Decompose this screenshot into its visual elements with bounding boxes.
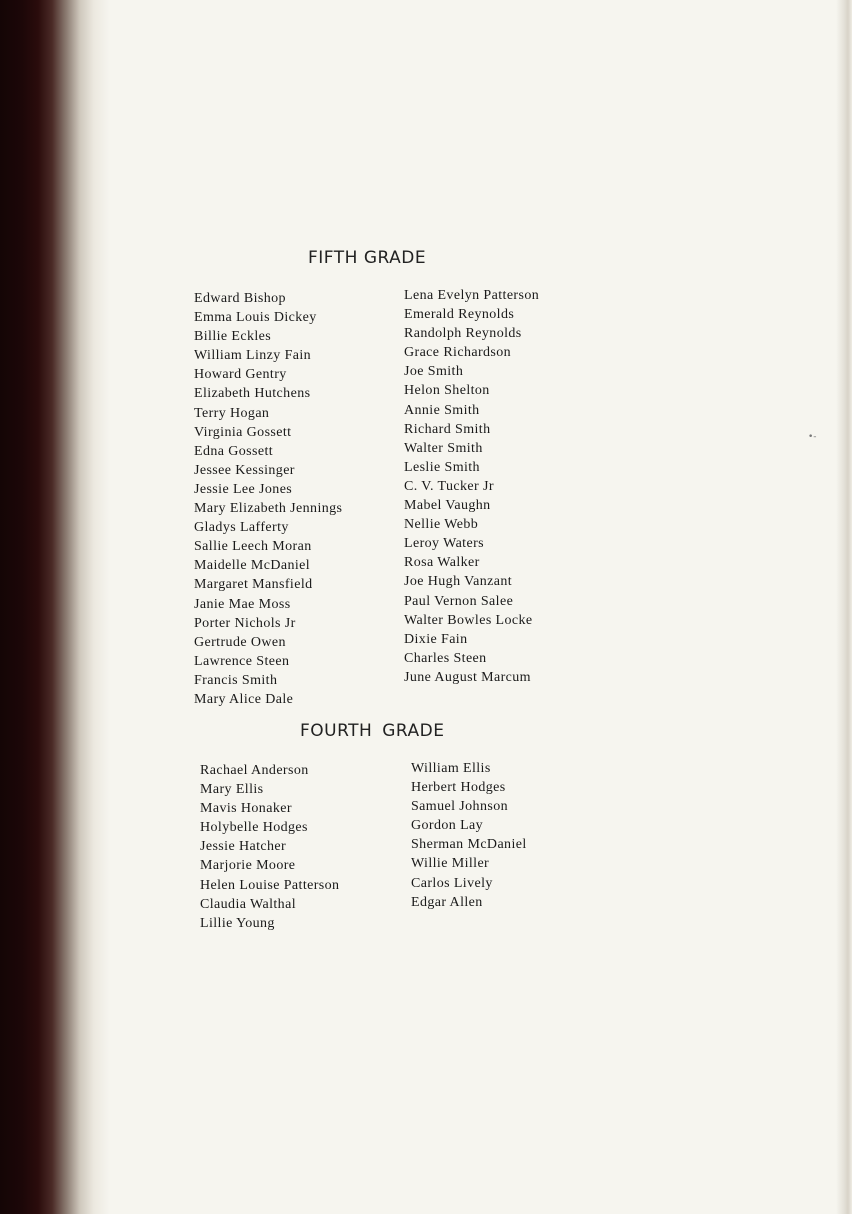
student-name: Dixie Fain [404, 631, 468, 647]
student-name: Mary Ellis [200, 782, 264, 798]
student-name: Mavis Honaker [200, 801, 292, 817]
student-name: Gordon Lay [411, 818, 484, 834]
student-name: Charles Steen [404, 650, 487, 666]
student-name: Terry Hogan [194, 405, 270, 421]
student-name: Jessie Hatcher [200, 839, 287, 855]
student-name: Lawrence Steen [194, 653, 290, 669]
student-name: Samuel Johnson [411, 799, 508, 815]
student-name: Margaret Mansfield [194, 577, 313, 593]
student-name: Claudia Walthal [200, 896, 296, 912]
student-name: Porter Nichols Jr [194, 615, 296, 631]
paper-speck: •- [808, 432, 817, 442]
student-name: Annie Smith [404, 402, 480, 418]
student-name: Helen Louise Patterson [200, 877, 340, 893]
student-name: Jessee Kessinger [194, 462, 295, 478]
student-name: Gertrude Owen [194, 634, 286, 650]
fifth-grade-left-column [194, 289, 342, 709]
student-name: Helon Shelton [404, 383, 490, 399]
student-name: Rachael Anderson [200, 763, 309, 778]
fourth-grade-heading: FOURTH GRADE [300, 721, 445, 741]
student-name: Edna Gossett [194, 443, 274, 459]
fourth-grade-left-column [200, 761, 339, 933]
student-name: Leroy Waters [404, 536, 484, 552]
page-edge [836, 0, 852, 1214]
student-name: Mary Alice Dale [194, 691, 294, 707]
student-name: Lillie Young [200, 915, 275, 931]
student-name: Francis Smith [194, 672, 278, 688]
fourth-grade-right-column [411, 759, 527, 912]
student-name: C. V. Tucker Jr [404, 478, 494, 494]
student-name: Walter Bowles Locke [404, 612, 533, 628]
student-name: Jessie Lee Jones [194, 481, 293, 497]
student-name: Virginia Gossett [194, 424, 292, 440]
student-name: Nellie Webb [404, 517, 479, 533]
student-name: Elizabeth Hutchens [194, 386, 311, 402]
fifth-grade-heading: FIFTH GRADE [308, 248, 427, 268]
student-name: Maidelle McDaniel [194, 558, 311, 574]
student-name: Carlos Lively [411, 875, 493, 891]
student-name: Lena Evelyn Patterson [404, 288, 540, 303]
student-name: Gladys Lafferty [194, 520, 289, 536]
student-name: Janie Mae Moss [194, 596, 291, 612]
student-name: June August Marcum [404, 669, 531, 685]
student-name: Richard Smith [404, 421, 491, 437]
student-name: Edgar Allen [411, 894, 483, 910]
book-binding-shadow [0, 0, 110, 1214]
student-name: Rosa Walker [404, 555, 480, 571]
student-name: Walter Smith [404, 440, 483, 456]
student-name: Grace Richardson [404, 345, 512, 361]
student-name: Sherman McDaniel [411, 837, 527, 853]
student-name: Randolph Reynolds [404, 326, 522, 342]
student-name: Howard Gentry [194, 367, 287, 383]
student-name: Holybelle Hodges [200, 820, 308, 836]
student-name: Billie Eckles [194, 329, 272, 345]
student-name: Joe Smith [404, 364, 464, 380]
fifth-grade-right-column [404, 286, 539, 687]
student-name: William Linzy Fain [194, 348, 312, 364]
student-name: Emerald Reynolds [404, 307, 515, 323]
student-name: Herbert Hodges [411, 780, 506, 796]
student-name: Paul Vernon Salee [404, 593, 514, 609]
student-name: Leslie Smith [404, 459, 480, 475]
student-name: Emma Louis Dickey [194, 310, 317, 326]
student-name: Willie Miller [411, 856, 490, 872]
student-name: Edward Bishop [194, 291, 286, 306]
student-name: Marjorie Moore [200, 858, 296, 874]
student-name: Joe Hugh Vanzant [404, 574, 513, 590]
student-name: Sallie Leech Moran [194, 539, 312, 555]
student-name: William Ellis [411, 761, 491, 776]
student-name: Mary Elizabeth Jennings [194, 501, 343, 517]
student-name: Mabel Vaughn [404, 498, 491, 514]
